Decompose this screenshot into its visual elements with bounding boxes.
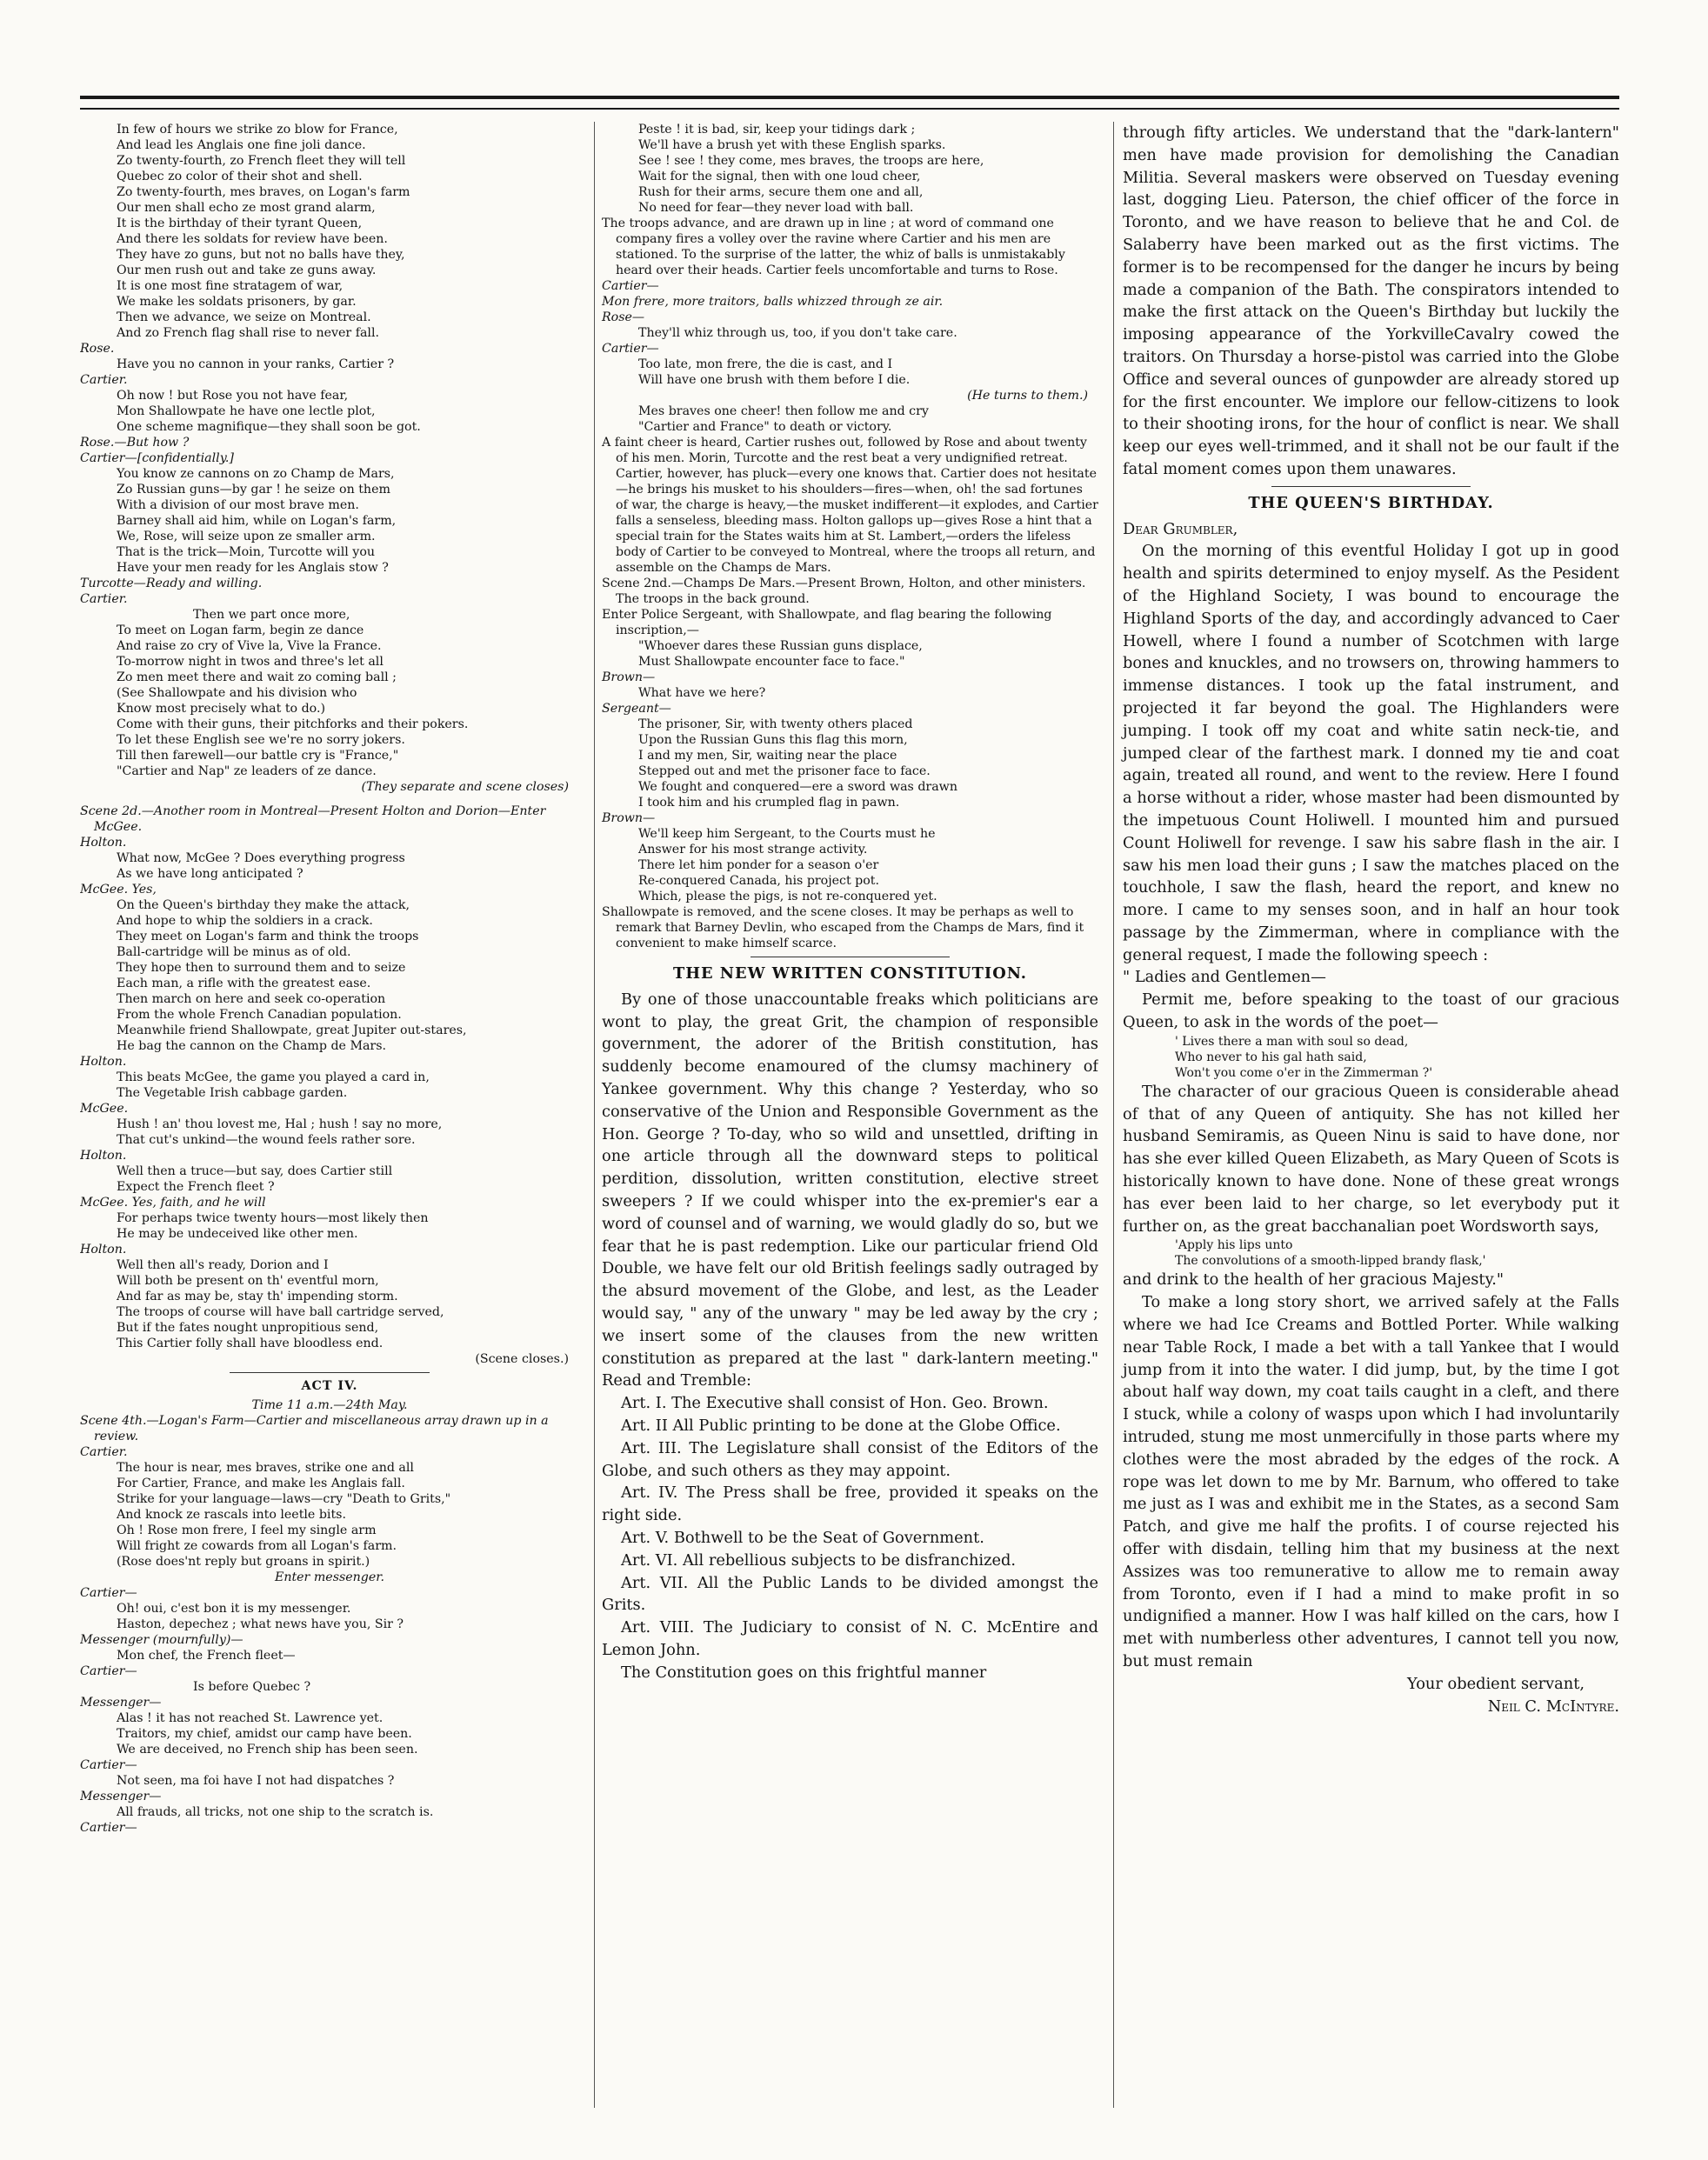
constitution-clause: Art. I. The Executive shall consist of Hon. Geo. Brown.	[621, 1394, 1049, 1413]
verse-line: This beats McGee, the game you played a card in,	[117, 1070, 430, 1084]
verse-line: Know most precisely what to do.)	[117, 702, 326, 716]
verse-line: To meet on Logan farm, begin ze dance	[117, 623, 364, 637]
column-1	[80, 122, 579, 2108]
closing: Your obedient servant,	[1407, 1674, 1585, 1693]
verse-line: Quebec zo color of their shot and shell.	[117, 170, 363, 183]
verse-line: We, Rose, will seize upon ze smaller arm.	[117, 530, 376, 543]
verse-line: Peste ! it is bad, sir, keep your tidings dark ;	[638, 123, 916, 137]
speaker-line: Cartier.	[80, 373, 128, 387]
speaker-line: Cartier—	[80, 1664, 137, 1678]
verse-line: And hope to whip the soldiers in a crack.	[117, 914, 373, 928]
verse-line: Which, please the pigs, is not re-conquered yet.	[638, 890, 937, 903]
verse-line: Traitors, my chief, amidst our camp have been.	[117, 1727, 412, 1741]
stage-direction: Shallowpate is removed, and the scene closes. It may be perhaps as well to remark that Barney Devlin, who escaped from the Champs de Mars, find it convenient to make himself scarce.	[602, 905, 1084, 950]
verse-line: Oh ! Rose mon frere, I feel my single arm	[117, 1523, 377, 1537]
verse-line: Well then all's ready, Dorion and I	[117, 1258, 329, 1272]
verse-line: We make les soldats prisoners, by gar.	[117, 295, 357, 309]
verse-line: You know ze cannons on zo Champ de Mars,	[117, 467, 395, 481]
speaker-line: Cartier.	[80, 1445, 128, 1459]
verse-line: But if the fates nought unpropitious send,	[117, 1321, 379, 1335]
verse-line: We fought and conquered—ere a sword was drawn	[638, 780, 957, 794]
verse-line: Zo twenty-fourth, zo French fleet they will tell	[117, 154, 406, 168]
constitution-article	[602, 989, 1098, 1684]
verse-line: "Cartier and Nap" ze leaders of ze dance.	[117, 764, 377, 778]
speaker-line: Messenger (mournfully)—	[80, 1633, 244, 1647]
verse-line: From the whole French Canadian population.	[117, 1008, 402, 1022]
verse-line: I and my men, Sir, waiting near the place	[638, 749, 897, 763]
stage-direction: A faint cheer is heard, Cartier rushes out, followed by Rose and about twenty of his men. Morin, Turcotte and the rest beat a very undignified retreat. Cartier, however, has pluck—every one knows that. Cartier does not hesitate—he brings his musket to his shoulders—fires—when, oh! the sad fortunes of war, the charge is heavy,—the musket indifferent—it explodes, and Cartier falls a senseless, bleeding mass. Holton gallops up—gives Rose a hint that a special train for the States waits him at St. Lambert,—orders the lifeless body of Cartier to be conveyed to Montreal, where the troops all return, and assemble on the Champs de Mars.	[602, 436, 1098, 575]
verse-line: Then we part once more,	[193, 608, 350, 622]
speaker-line: Messenger—	[80, 1696, 162, 1710]
verse-line: On the Queen's birthday they make the attack,	[117, 898, 410, 912]
verse-line: They hope then to surround them and to seize	[117, 961, 406, 975]
verse-line: Our men rush out and take ze guns away.	[117, 263, 377, 277]
verse-line: Have your men ready for les Anglais stow ?	[117, 561, 389, 575]
constitution-clause: Art. VII. All the Public Lands to be divided amongst the Grits.	[602, 1573, 1098, 1615]
speaker-line: Holton.	[80, 836, 127, 850]
act-divider	[230, 1372, 430, 1373]
quoted-verse-line: Won't you come o'er in the Zimmerman ?'	[1175, 1065, 1433, 1080]
quoted-verse-line: ' Lives there a man with soul so dead,	[1175, 1034, 1409, 1049]
verse-line: Must Shallowpate encounter face to face."	[638, 655, 905, 669]
stage-direction: Enter Police Sergeant, with Shallowpate, and flag bearing the following inscription,—	[602, 608, 1052, 637]
play-text-part-1	[80, 122, 579, 1367]
verse-line: Meanwhile friend Shallowpate, great Jupiter out-stares,	[117, 1023, 467, 1037]
verse-line: Zo twenty-fourth, mes braves, on Logan's farm	[117, 185, 410, 199]
verse-line: That cut's unkind—the wound feels rather sore.	[117, 1133, 416, 1147]
speaker-line: Rose.—But how ?	[80, 436, 190, 450]
verse-line: Enter messenger.	[274, 1570, 385, 1584]
verse-line: Zo Russian guns—by gar ! he seize on them	[117, 483, 390, 497]
verse-line: There let him ponder for a season o'er	[638, 858, 879, 872]
verse-line: What now, McGee ? Does everything progress	[117, 851, 405, 865]
verse-line: And lead les Anglais one fine joli dance.	[117, 138, 366, 152]
verse-line: Not seen, ma foi have I not had dispatches ?	[117, 1774, 395, 1788]
verse-line: And there les soldats for review have been.	[117, 232, 388, 246]
salutation: Dear Grumbler,	[1123, 519, 1238, 538]
quoted-verse-line: The convolutions of a smooth-lipped brandy flask,'	[1175, 1254, 1486, 1269]
speaker-line: Cartier—	[80, 1821, 137, 1835]
act-title: ACT IV.	[301, 1379, 358, 1393]
verse-line: Upon the Russian Guns this flag this morn,	[638, 733, 908, 747]
stage-direction: Scene 2d.—Another room in Montreal—Present Holton and Dorion—Enter McGee.	[80, 804, 546, 834]
verse-line: To-morrow night in twos and three's let all	[117, 655, 384, 669]
verse-line: We'll keep him Sergeant, to the Courts must he	[638, 827, 936, 841]
verse-line: And knock ze rascals into leetle bits.	[117, 1508, 346, 1522]
verse-line: "Cartier and France" to death or victory.	[638, 420, 892, 434]
verse-line: Rush for their arms, secure them one and all,	[638, 185, 924, 199]
speaker-line: McGee. Yes,	[80, 883, 157, 897]
stage-direction: The troops advance, and are drawn up in line ; at word of command one company fires a volley over the ravine where Cartier and his men are stationed. To the surprise of the latter, the whiz of balls is unmistakably heard over their heads. Cartier feels uncomfortable and turns to Rose.	[602, 217, 1065, 277]
verse-line: The prisoner, Sir, with twenty others placed	[638, 717, 913, 731]
quoted-verse-line: Who never to his gal hath said,	[1175, 1050, 1367, 1064]
verse-line: And far as may be, stay th' impending storm.	[117, 1290, 398, 1303]
verse-line: Mes braves one cheer! then follow me and cry	[638, 404, 929, 418]
verse-line: Have you no cannon in your ranks, Cartier ?	[117, 357, 395, 371]
play-text-part-3	[602, 122, 1098, 951]
masthead-rule	[80, 96, 1619, 110]
verse-line: Till then farewell—our battle cry is "France,"	[117, 749, 399, 763]
verse-line: With a division of our most brave men.	[117, 498, 359, 512]
speaker-line: Cartier—	[602, 279, 659, 293]
verse-line: That is the trick—Moin, Turcotte will you	[117, 545, 375, 559]
verse-line: Will have one brush with them before I die.	[638, 373, 911, 387]
speaker-line: Rose.	[80, 342, 115, 356]
quoted-verse-1	[1123, 1034, 1619, 1081]
verse-line: Then march on here and seek co-operation	[117, 992, 386, 1006]
verse-line: Mon Shallowpate he have one lectle plot,	[117, 404, 376, 418]
quoted-verse-2	[1123, 1237, 1619, 1269]
verse-line: And raise zo cry of Vive la, Vive la France.	[117, 639, 382, 653]
play-text-part-2	[80, 1413, 579, 1836]
verse-line: The Vegetable Irish cabbage garden.	[117, 1086, 348, 1100]
speaker-line: McGee.	[80, 1102, 129, 1116]
speech-opening: " Ladies and Gentlemen—	[1123, 968, 1326, 987]
constitution-heading: THE NEW WRITTEN CONSTITUTION.	[673, 964, 1027, 983]
verse-line: What have we here?	[638, 686, 766, 700]
verse-line: Barney shall aid him, while on Logan's farm,	[117, 514, 397, 528]
speaker-line: Rose—	[602, 310, 645, 324]
constitution-continued: through fifty articles. We understand that the "dark-lantern" men have made provision for demolishing the Canadian Militia. Several maskers were observed on Tuesday evening last, dogging Lieu. Paterson, the chief officer of the force in Toronto, and we have reason to believe that he and Col. de Salaberry have been marked out as the first victims. The former is to be recompensed for the danger he incurs by being made a companion of the Bath. The conspirators intended to make the first attack on the Queen's Birthday but luckily the imposing appearance of the YorkvilleCavalry cowed the traitors. On Thursday a horse-pistol was carried into the Globe Office and several ounces of gunpowder are already stored up for the first encounter. We implore our fellow-citizens to look to their shooting irons, for the hour of conflict is near. We shall keep our eyes well-trimmed, and it shall not be our fault if the fatal moment comes upon them unawares.	[1123, 123, 1619, 478]
verse-line: Wait for the signal, then with one loud cheer,	[638, 170, 921, 183]
constitution-clause: Art. V. Bothwell to be the Seat of Government.	[621, 1528, 984, 1547]
verse-line: Ball-cartridge will be minus as of old.	[117, 945, 351, 959]
verse-line: We are deceived, no French ship has been seen.	[117, 1743, 418, 1757]
verse-line: They'll whiz through us, too, if you don't take care.	[638, 326, 957, 340]
verse-line: Answer for his most strange activity.	[638, 843, 868, 857]
stage-direction: Scene 4th.—Logan's Farm—Cartier and miscellaneous array drawn up in a review.	[80, 1414, 549, 1443]
speaker-line: Cartier—	[602, 342, 659, 356]
speaker-line: Holton.	[80, 1149, 127, 1163]
verse-line: See ! see ! they come, mes braves, the troops are here,	[638, 154, 984, 168]
constitution-clause: Art. II All Public printing to be done at the Globe Office.	[621, 1416, 1061, 1435]
verse-line: Zo men meet there and wait zo coming ball ;	[117, 670, 397, 684]
verse-line: For Cartier, France, and make les Anglais fall.	[117, 1477, 405, 1490]
verse-line: Is before Quebec ?	[193, 1680, 311, 1694]
verse-line: Mon frere, more traitors, balls whizzed through ze air.	[602, 295, 944, 309]
letter-paragraph-4: and drink to the health of her gracious Majesty."	[1123, 1270, 1505, 1290]
verse-line: He may be undeceived like other men.	[117, 1227, 358, 1241]
letter-paragraph-2: Permit me, before speaking to the toast of our gracious Queen, to ask in the words of the poet—	[1123, 990, 1619, 1032]
verse-line: We'll have a brush yet with these English sparks.	[638, 138, 946, 152]
verse-line: Stepped out and met the prisoner face to face.	[638, 764, 931, 778]
verse-line: He bag the cannon on the Champ de Mars.	[117, 1039, 386, 1053]
letter-paragraph-5: To make a long story short, we arrived safely at the Falls where we had Ice Creams and Bottled Porter. While walking near Table Rock, I made a bet with a tall Yankee that I would jump from it into the water. I did jump, but, by the time I got about half way down, my coat tails caught in a cleft, and there I stuck, while a colony of wasps upon which I had involuntarily intruded, stung me most unmercifully in those parts where my clothes were the most abraded by the edges of the rock. A rope was let down to me by Mr. Barnum, who offered to take me just as I was and exhibit me in the States, as a second Sam Patch, and give me half the profits. I of course rejected his offer with disdain, telling him that my business at the next Assizes was too remunerative to allow me to remain away from Toronto, even if I had a mind to make profit in so undignified a manner. How I was half killed on the cars, how I met with numberless other adventures, I cannot tell you now, but must remain	[1123, 1293, 1619, 1670]
verse-line: The hour is near, mes braves, strike one and all	[117, 1461, 414, 1475]
verse-line: And zo French flag shall rise to never fall.	[117, 326, 380, 340]
constitution-clause: Art. VIII. The Judiciary to consist of N. C. McEntire and Lemon John.	[602, 1618, 1098, 1659]
verse-line: One scheme magnifique—they shall soon be got.	[117, 420, 421, 434]
verse-line: In few of hours we strike zo blow for France,	[117, 123, 398, 137]
speaker-line: Sergeant—	[602, 702, 671, 716]
queens-birthday-heading: THE QUEEN'S BIRTHDAY.	[1248, 493, 1494, 512]
verse-line: To let these English see we're no sorry jokers.	[117, 733, 405, 747]
speaker-line: Cartier—[confidentially.]	[80, 451, 234, 465]
verse-line: I took him and his crumpled flag in pawn.	[638, 796, 900, 810]
verse-line: Each man, a rifle with the greatest ease.	[117, 977, 371, 990]
verse-line: Will fright ze cowards from all Logan's farm.	[117, 1539, 397, 1553]
constitution-clause: Art. VI. All rebellious subjects to be disfranchized.	[621, 1550, 1017, 1570]
verse-line: Oh! oui, c'est bon it is my messenger.	[117, 1602, 351, 1616]
speaker-line: Holton.	[80, 1243, 127, 1257]
quoted-verse-line: 'Apply his lips unto	[1175, 1238, 1293, 1253]
verse-line: (See Shallowpate and his division who	[117, 686, 357, 700]
verse-line: They have zo guns, but not no balls have they,	[117, 248, 405, 262]
verse-line: Mon chef, the French fleet—	[117, 1649, 296, 1663]
column-2	[594, 122, 1098, 2108]
verse-line	[80, 795, 579, 803]
speaker-line: Cartier.	[80, 592, 128, 606]
verse-line: (Scene closes.)	[475, 1352, 569, 1366]
verse-line: Oh now ! but Rose you not have fear,	[117, 389, 349, 403]
verse-line: Strike for your language—laws—cry "Death to Grits,"	[117, 1492, 451, 1506]
verse-line: Our men shall echo ze most grand alarm,	[117, 201, 376, 215]
verse-line: They meet on Logan's farm and think the troops	[117, 930, 419, 943]
section-divider-2	[1271, 486, 1470, 487]
editorial-paragraph: By one of those unaccountable freaks which politicians are wont to play, the great Grit, the champion of responsible government, the adorer of the British constitution, has suddenly become enamoured of the clumsy machinery of Yankee government. Why this change ? Yesterday, who so conservative of the Union and Responsible Government as the Hon. George ? To-day, who so wild and unsettled, drifting in one article through all the downward steps to political perdition, dissolution, written constitution, elective street sweepers ? If we could whisper into the ex-premier's ear a word of counsel and of warning, we would gladly do so, but we fear that he is past redemption. Like our particular friend Old Double, we have felt our old British feelings sadly outraged by the absurd movement of the Globe, and lest, as the Leader would say, " any of the unwary " may be led away by the cry ; we insert some of the clauses from the new written constitution as prepared at the last " dark-lantern meeting." Read and Tremble:	[602, 990, 1098, 1390]
verse-line: (They separate and scene closes)	[361, 780, 569, 794]
act-time: Time 11 a.m.—24th May.	[251, 1398, 408, 1412]
stage-direction: Scene 2nd.—Champs De Mars.—Present Brown, Holton, and other ministers. The troops in the back ground.	[602, 577, 1086, 606]
speaker-line: Brown—	[602, 670, 656, 684]
verse-line: Hush ! an' thou lovest me, Hal ; hush ! say no more,	[117, 1117, 443, 1131]
verse-line: Will both be present on th' eventful morn,	[117, 1274, 379, 1288]
letter-paragraph-3: The character of our gracious Queen is considerable ahead of that of any Queen of antiquity. She has not killed her husband Semiramis, as Queen Ninu is said to have done, nor has she ever killed Queen Elizabeth, as Mary Queen of Scots is historically known to have done. None of these great wrongs has ever been laid to her charge, so let everybody put it further on, as the great bacchanalian poet Wordsworth says,	[1123, 1082, 1619, 1236]
verse-line: Well then a truce—but say, does Cartier still	[117, 1164, 393, 1178]
verse-line: Alas ! it has not reached St. Lawrence yet.	[117, 1711, 384, 1725]
speaker-line: Messenger—	[80, 1790, 162, 1803]
constitution-clause: The Constitution goes on this frightful manner	[621, 1663, 987, 1682]
signature: Neil C. McIntyre.	[1487, 1697, 1619, 1716]
verse-line: No need for fear—they never load with ball.	[638, 201, 914, 215]
speaker-line: Holton.	[80, 1055, 127, 1069]
speaker-line: Cartier—	[80, 1758, 137, 1772]
verse-line: (Rose does'nt reply but groans in spirit.)	[117, 1555, 370, 1569]
letter-paragraph-1: On the morning of this eventful Holiday I got up in good health and spirits determined to enjoy myself. As the Pesident of the Highland Society, I was bound to encourage the Highland Sports of the day, and accordingly advanced to Caer Howell, where I found a number of Scotchmen with large bones and knuckles, and no trowsers on, throwing hammers to immense distances. I took up the fatal instrument, and projected it far beyond the goal. The Highlanders were jumping. I took off my coat and white satin neck-tie, and jumped clear of the farthest mark. I donned my tie and coat again, treated all round, and went to the review. Here I found a horse without a rider, whose master had been dismounted by the impetuous Count Holiwell. I mounted him and pursued Count Holiwell for revenge. I saw his sabre flash in the air. I saw his men load their guns ; I saw the matches placed on the touchhole, I saw the flash, heard the report, and knew no more. I came to my senses soon, and in half an hour took passage by the Zimmerman, where in compliance with the general request, I made the following speech :	[1123, 542, 1619, 964]
verse-line: Too late, mon frere, the die is cast, and I	[638, 357, 893, 371]
verse-line: As we have long anticipated ?	[117, 867, 304, 881]
verse-line: "Whoever dares these Russian guns displace,	[638, 639, 923, 653]
speaker-line: Cartier—	[80, 1586, 137, 1600]
verse-line: Come with their guns, their pitchforks and their pokers.	[117, 717, 469, 731]
verse-line: All frauds, all tricks, not one ship to the scratch is.	[117, 1805, 434, 1819]
verse-line: For perhaps twice twenty hours—most likely then	[117, 1211, 429, 1225]
constitution-clause: Art. III. The Legislature shall consist of the Editors of the Globe, and such others as they may appoint.	[602, 1438, 1098, 1480]
speaker-line: Turcotte—Ready and willing.	[80, 577, 263, 590]
verse-line: This Cartier folly shall have bloodless end.	[117, 1337, 384, 1350]
verse-line: Haston, depechez ; what news have you, Sir ?	[117, 1617, 404, 1631]
verse-line: Expect the French fleet ?	[117, 1180, 275, 1194]
verse-line: Then we advance, we seize on Montreal.	[117, 310, 371, 324]
speaker-line: McGee. Yes, faith, and he will	[80, 1196, 266, 1210]
verse-line: The troops of course will have ball cartridge served,	[117, 1305, 444, 1319]
speaker-line: Brown—	[602, 811, 656, 825]
constitution-clause: Art. IV. The Press shall be free, provided it speaks on the right side.	[602, 1483, 1098, 1525]
verse-line: (He turns to them.)	[967, 389, 1088, 403]
verse-line: It is the birthday of their tyrant Queen,	[117, 217, 363, 230]
verse-line: It is one most fine stratagem of war,	[117, 279, 344, 293]
verse-line: Re-conquered Canada, his project pot.	[638, 874, 880, 888]
column-3	[1113, 122, 1619, 2108]
